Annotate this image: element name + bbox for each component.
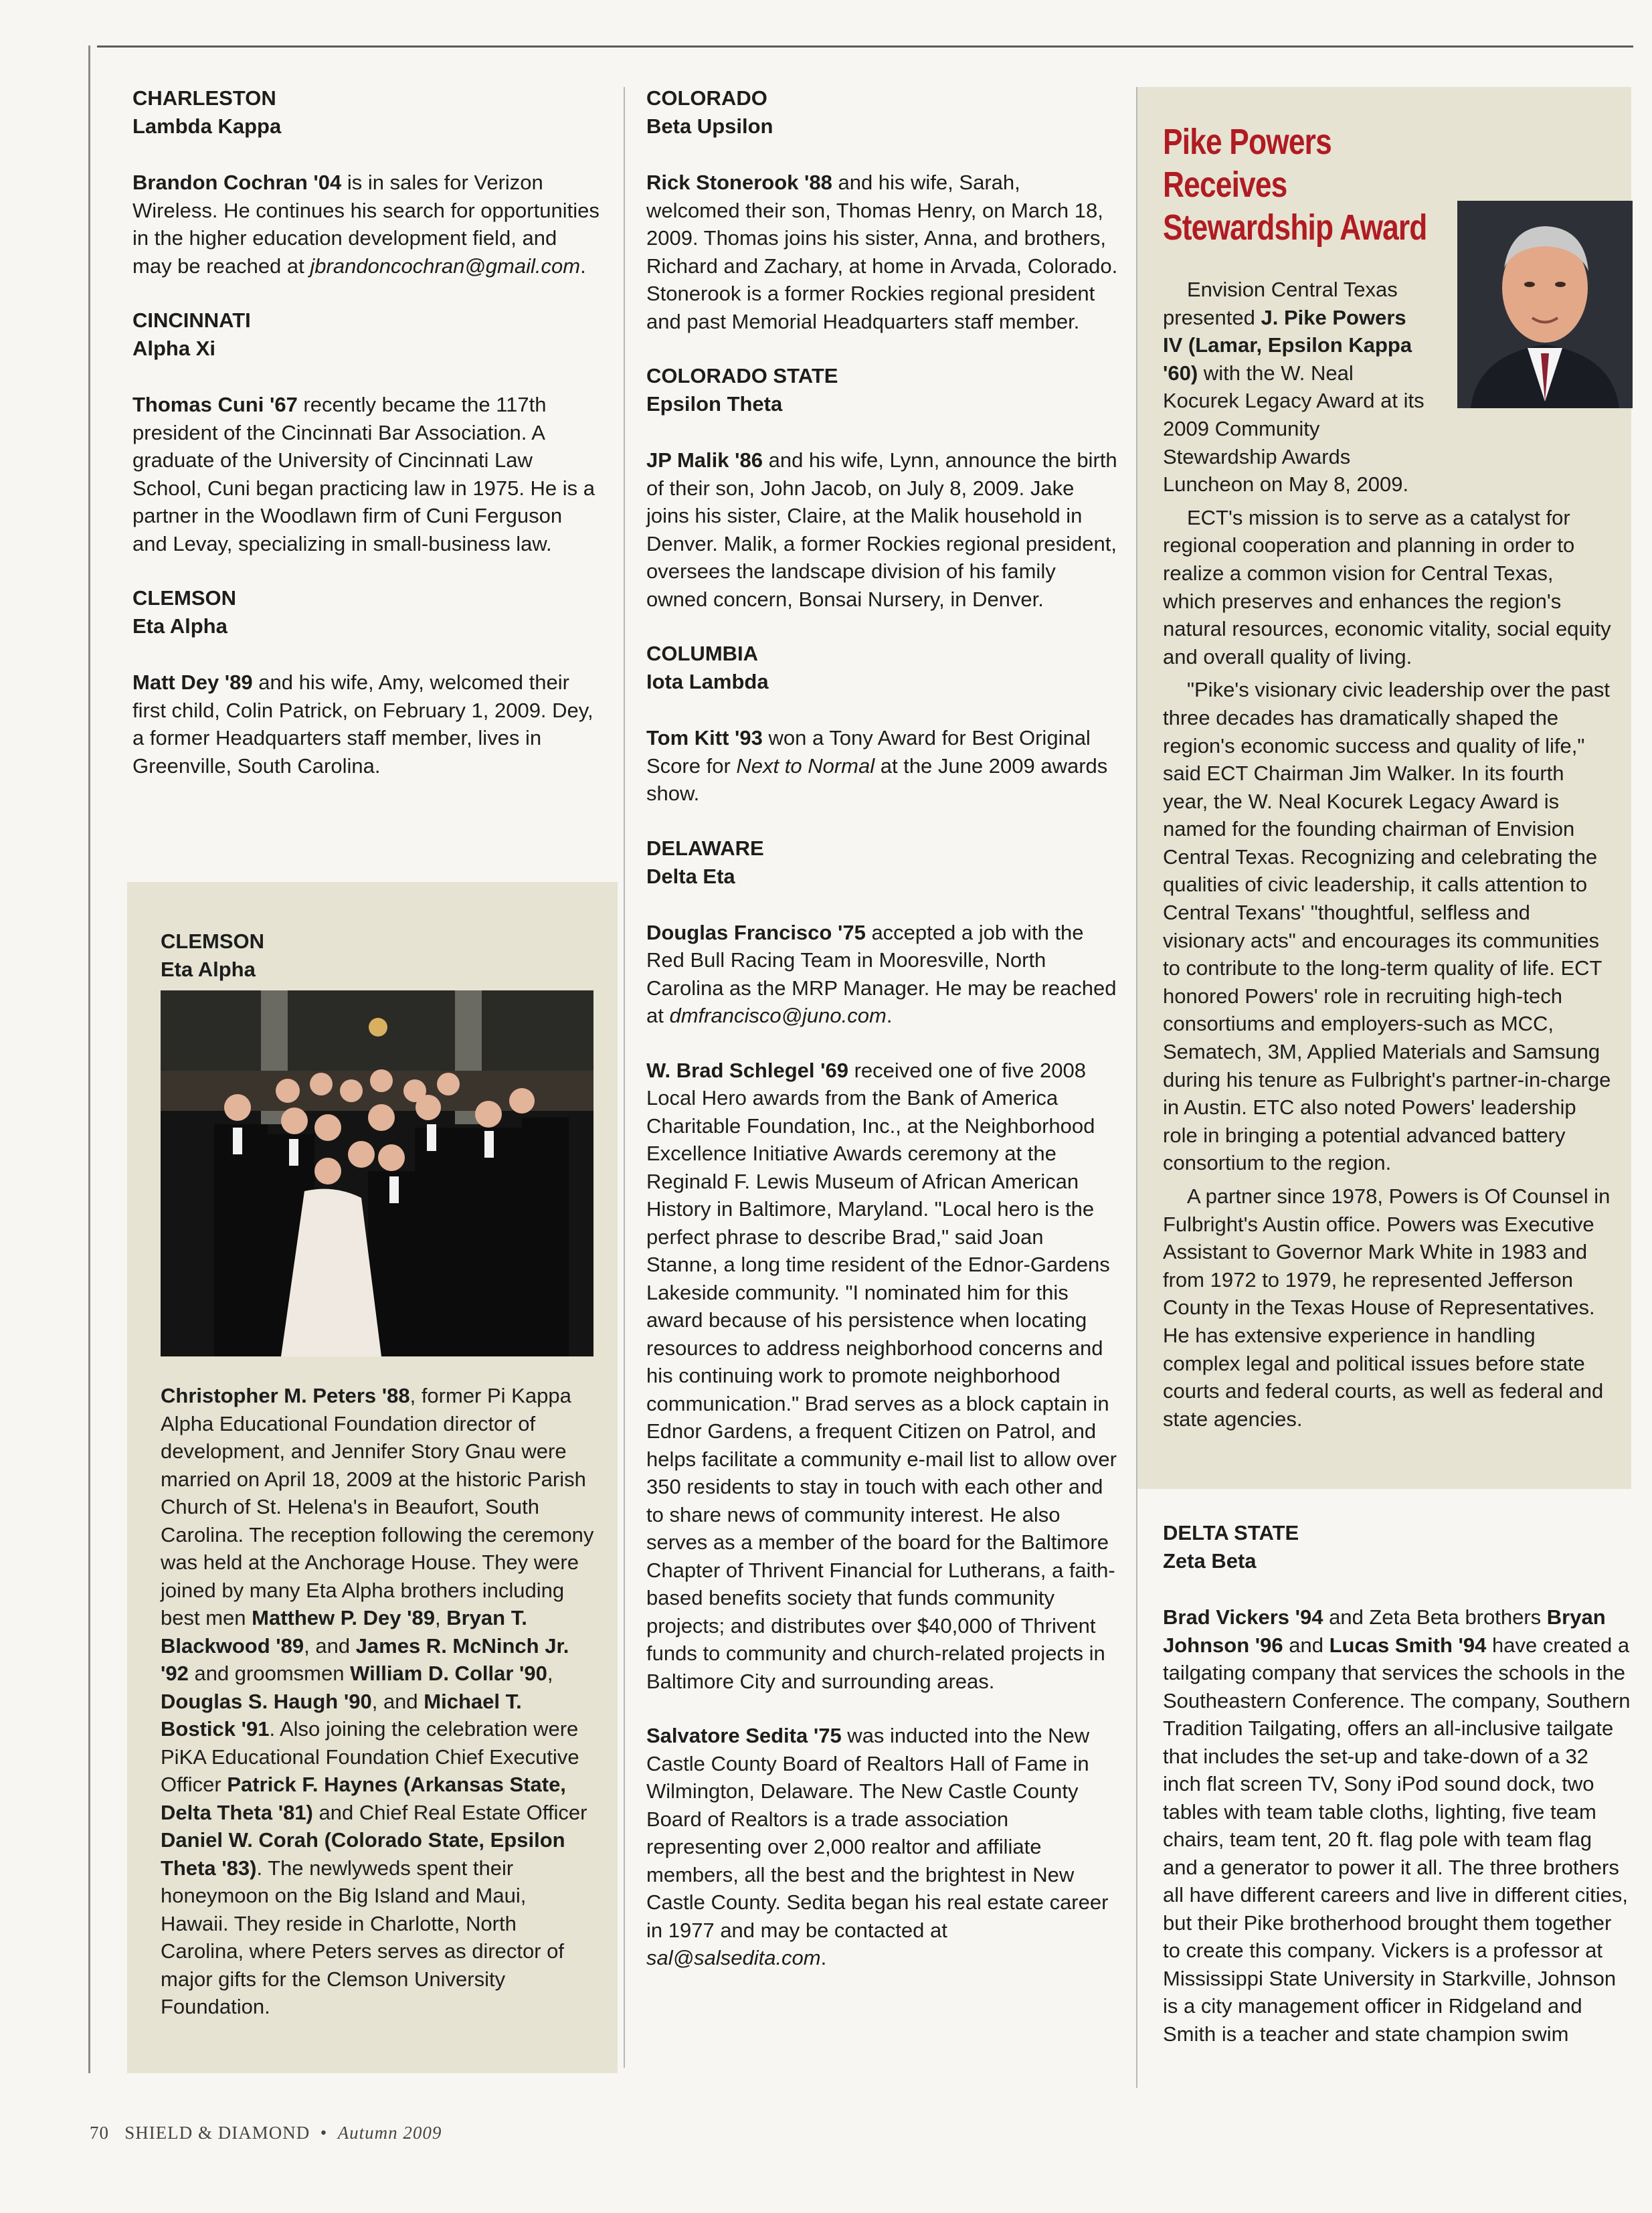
- magazine-title: SHIELD & DIAMOND: [124, 2123, 310, 2143]
- portrait-photo: [1457, 201, 1633, 408]
- chapter-heading: Eta Alpha: [161, 958, 256, 981]
- column-rule: [1136, 87, 1137, 2088]
- article-paragraph: A partner since 1978, Powers is Of Counsel in Fulbright's Austin office. Powers was Executive Assistant to Governor Mark White in 1983 and from 1972 to 1979, he represented Jefferson County in the Texas House of Representatives. He has extensive experience in handling complex legal and political issues before state courts and federal courts, as well as federal and state agencies.: [1163, 1184, 1611, 1431]
- news-item: Salvatore Sedita '75 was inducted into the New Castle County Board of Realtors Hall of Fame in Wilmington, Delaware. The New Castle County Board of Realtors is a trade association representing over 2,000 realtor and affiliate members, all the best and the brightest in New Castle County. Sedita began his real estate career in 1977 and may be contacted at sal@salsedita.com.: [646, 1724, 1109, 1969]
- state-heading: COLORADO: [646, 86, 767, 110]
- chapter-heading: Delta Eta: [646, 864, 735, 888]
- news-item: JP Malik '86 and his wife, Lynn, announce the birth of their son, John Jacob, on July 8, 2009. Jake joins his sister, Claire, at the Malik household in Denver. Malik, a former Rockies regional president, oversees the landscape division of his family owned concern, Bonsai Nursery, in Denver.: [646, 448, 1117, 611]
- wedding-group-photo: [161, 990, 593, 1356]
- news-item: Brad Vickers '94 and Zeta Beta brothers Bryan Johnson '96 and Lucas Smith '94 have created a tailgating company that services the schools in the Southeastern Conference. The company, Southern Tradition Tailgating, offers an all-inclusive tailgate that includes the set-up and take-down of a 32 inch flat screen TV, Sony iPod sound dock, two tables with team table cloths, lighting, five team chairs, team tent, 20 ft. flag pole with team flag and a generator to power it all. The three brothers all have different careers and live in different cities, but their Pike brotherhood brought them together to create this company. Vickers is a professor at Mississippi State University in Starkville, Johnson is a city management officer in Ridgeland and Smith is a teacher and state champion swim: [1163, 1605, 1631, 2046]
- email-link[interactable]: sal@salsedita.com: [646, 1946, 821, 1969]
- state-heading: COLUMBIA: [646, 642, 759, 665]
- member-name: W. Brad Schlegel '69: [646, 1058, 848, 1082]
- state-heading: CHARLESTON: [132, 86, 276, 110]
- issue-season: Autumn 2009: [337, 2123, 442, 2143]
- news-item: Tom Kitt '93 won a Tony Award for Best Original Score for Next to Normal at the June 2009 awards show.: [646, 726, 1108, 805]
- news-item: Rick Stonerook '88 and his wife, Sarah, welcomed their son, Thomas Henry, on March 18, 2009. Thomas joins his sister, Anna, and brothers, Richard and Zachary, at home in Arvada, Colorado. Stonerook is a former Rockies regional president and past Memorial Headquarters staff member.: [646, 171, 1118, 333]
- article-paragraph: Envision Central Texas presented J. Pike Powers IV (Lamar, Epsilon Kappa '60) with the W. Neal Kocurek Legacy Award at its 2009 Community Stewardship Awards Luncheon on May 8, 2009.: [1163, 278, 1425, 497]
- state-heading: DELAWARE: [646, 836, 764, 860]
- member-name: JP Malik '86: [646, 448, 763, 472]
- column-rule: [624, 87, 625, 2068]
- chapter-heading: Beta Upsilon: [646, 114, 773, 138]
- member-name: Brandon Cochran '04: [132, 171, 342, 194]
- chapter-heading: Lambda Kappa: [132, 114, 282, 138]
- pike-powers-sidebar: [1136, 87, 1631, 1489]
- column-3: [1163, 1519, 1631, 2074]
- state-heading: CLEMSON: [132, 586, 236, 610]
- wedding-caption: Christopher M. Peters '88, former Pi Kappa Alpha Educational Foundation director of development, and Jennifer Story Gnau were married on April 18, 2009 at the historic Parish Church of St. Helena's in Beaufort, South Carolina. The reception following the ceremony was held at the Anchorage House. They were joined by many Eta Alpha brothers including best men Matthew P. Dey '89, Bryan T. Blackwood '89, and James R. McNinch Jr. '92 and groomsmen William D. Collar '90, Douglas S. Haugh '90, and Michael T. Bostick '91. Also joining the celebration were PiKA Educational Foundation Chief Executive Officer Patrick F. Haynes (Arkansas State, Delta Theta '81) and Chief Real Estate Officer Daniel W. Corah (Colorado State, Epsilon Theta '83). The newlyweds spent their honeymoon on the Big Island and Maui, Hawaii. They reside in Charlotte, North Carolina, where Peters serves as director of major gifts for the Clemson University Foundation.: [161, 1384, 594, 2018]
- state-heading: CINCINNATI: [132, 308, 251, 332]
- member-name: Douglas Francisco '75: [646, 920, 866, 944]
- folio-separator: •: [320, 2123, 328, 2143]
- member-name: Tom Kitt '93: [646, 726, 763, 749]
- article-headline: Pike Powers Receives Stewardship Award: [1163, 122, 1427, 248]
- state-heading: DELTA STATE: [1163, 1521, 1299, 1544]
- member-name: Thomas Cuni '67: [132, 393, 298, 416]
- email-link[interactable]: jbrandoncochran@gmail.com: [310, 254, 581, 278]
- left-rule: [88, 46, 90, 2073]
- state-heading: CLEMSON: [161, 930, 264, 953]
- news-item: Brandon Cochran '04 is in sales for Verizon Wireless. He continues his search for opportunities in the higher education development field, and may be reached at jbrandoncochran@gmail.com.: [132, 171, 600, 278]
- article-paragraph: "Pike's visionary civic leadership over the past three decades has dramatically shaped the region's economic success and quality of life," said ECT Chairman Jim Walker. In its fourth year, the W. Neal Kocurek Legacy Award is named for the founding chairman of Envision Central Texas. Recognizing and celebrating the qualities of civic leadership, it calls attention to Central Texans' "thoughtful, selfless and visionary acts" and encourages its communities to contribute to the long-term quality of life. ECT honored Powers' role in recruiting high-tech consortiums and employers-such as MCC, Sematech, 3M, Applied Materials and Samsung during his tenure as Fulbright's partner-in-charge in Austin. ETC also noted Powers' leadership role in bringing a potential advanced battery consortium to the region.: [1163, 678, 1611, 1175]
- chapter-heading: Eta Alpha: [132, 614, 227, 638]
- news-item: Douglas Francisco '75 accepted a job with the Red Bull Racing Team in Mooresville, North Carolina as the MRP Manager. He may be reached at dmfrancisco@juno.com.: [646, 920, 1117, 1027]
- member-name: Salvatore Sedita '75: [646, 1724, 842, 1747]
- email-link[interactable]: dmfrancisco@juno.com: [669, 1004, 887, 1027]
- column-1: [132, 84, 601, 806]
- state-heading: COLORADO STATE: [646, 364, 838, 387]
- member-name: Rick Stonerook '88: [646, 171, 832, 194]
- clemson-wedding-sidebar: [127, 882, 618, 2073]
- news-item: Thomas Cuni '67 recently became the 117th president of the Cincinnati Bar Association. A graduate of the University of Cincinnati Law School, Cuni began practicing law in 1975. He is a partner in the Woodlawn firm of Cuni Ferguson and Levay, specializing in small-business law.: [132, 393, 595, 555]
- news-item: W. Brad Schlegel '69 received one of five 2008 Local Hero awards from the Bank of America Charitable Foundation, Inc., at the Neighborhood Excellence Initiative Awards ceremony at the Reginald F. Lewis Museum of African American History in Baltimore, Maryland. "Local hero is the perfect phrase to describe Brad," said Joan Stanne, a long time resident of the Ednor-Gardens Lakeside community. "I nominated him for this award because of his persistence when locating resources to address neighborhood concerns and his continuing work to promote neighborhood communication." Brad serves as a block captain in Ednor Gardens, a frequent Citizen on Patrol, and helps facilitate a community e-mail list to allow over 350 residents to stay in touch with each other and to share news of community interest. He also serves as a member of the board for the Baltimore Chapter of Thrivent Financial for Lutherans, a faith-based benefits society that funds community projects; and distributes over $40,000 of Thrivent funds to community and church-related projects in Baltimore City and surrounding areas.: [646, 1058, 1117, 1693]
- news-item: Matt Dey '89 and his wife, Amy, welcomed their first child, Colin Patrick, on February 1, 2009. Dey, a former Headquarters staff member, lives in Greenville, South Carolina.: [132, 671, 593, 778]
- top-rule: [97, 46, 1633, 48]
- chapter-heading: Iota Lambda: [646, 670, 769, 693]
- article-paragraph: ECT's mission is to serve as a catalyst for regional cooperation and planning in order to realize a common vision for Central Texas, which preserves and enhances the region's natural resources, economic vitality, social equity and overall quality of living.: [1163, 505, 1611, 669]
- page-number: 70: [90, 2123, 109, 2143]
- column-2: [646, 84, 1119, 1999]
- member-name: Matt Dey '89: [132, 671, 253, 694]
- page-folio: [90, 2123, 442, 2143]
- chapter-heading: Alpha Xi: [132, 337, 216, 360]
- chapter-heading: Zeta Beta: [1163, 1549, 1257, 1573]
- chapter-heading: Epsilon Theta: [646, 392, 783, 416]
